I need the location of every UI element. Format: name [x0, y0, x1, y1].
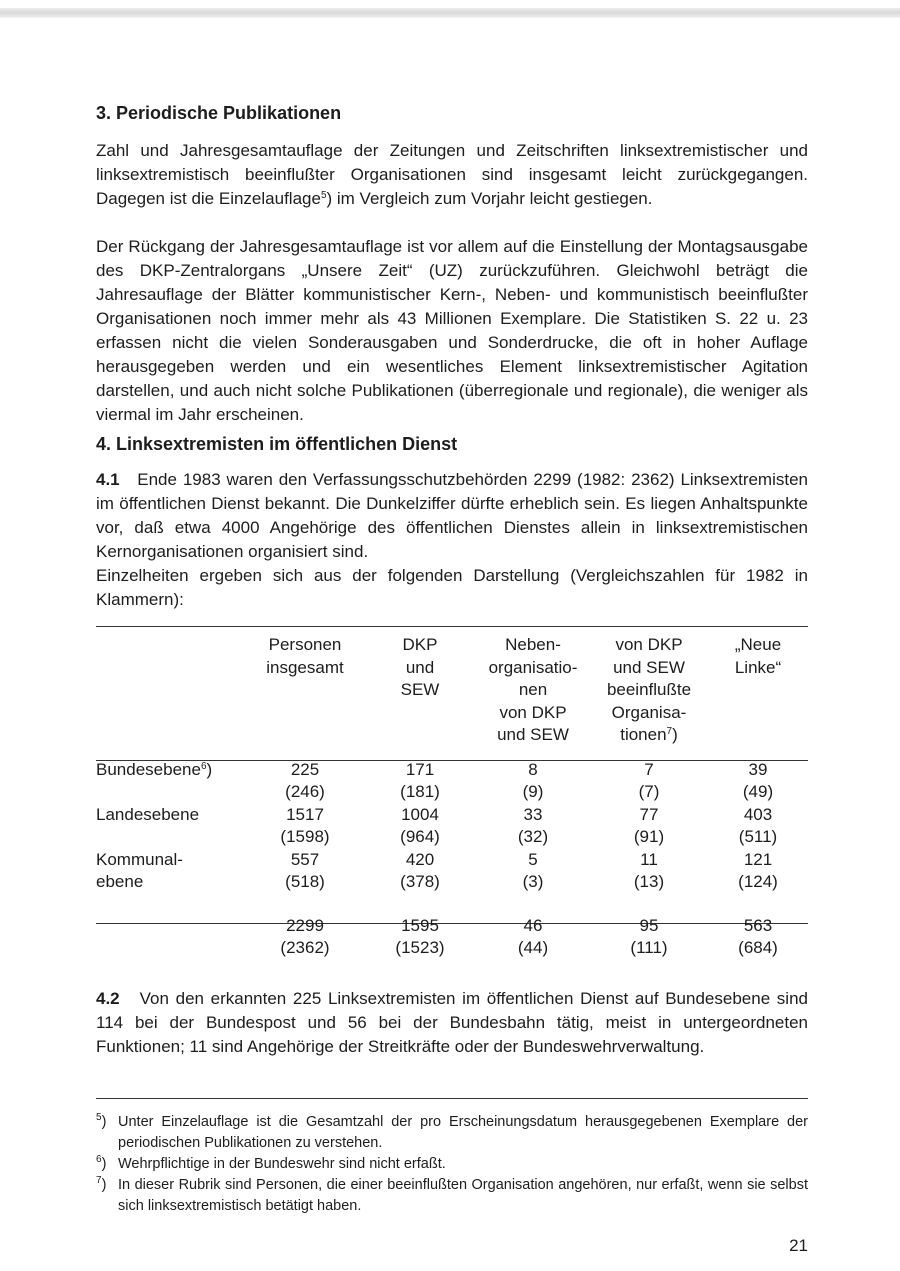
- footnote-7: [96, 1175, 808, 1217]
- table-cell-total-prev: (2362): [280, 938, 330, 957]
- section-3-heading: 3. Periodische Publikationen: [96, 103, 342, 123]
- table-cell: 557: [290, 849, 320, 869]
- totals-label-empty: [96, 937, 246, 960]
- table-cell-prev: (91): [633, 827, 665, 846]
- footnote-text: Wehrpflichtige in der Bundeswehr sind nicht erfaßt.: [118, 1156, 446, 1172]
- table-header-row: [96, 634, 808, 747]
- header-line: beeinflußte: [606, 680, 692, 699]
- footnote-6: [96, 1154, 808, 1175]
- footnote-mark-number: 5: [96, 1112, 102, 1123]
- footnote-mark: $^5$): [96, 1112, 107, 1130]
- paragraph-4-1-number: 4.1: [96, 470, 120, 489]
- table-cell-total-prev: (111): [630, 938, 668, 957]
- header-line: Personen: [268, 635, 342, 654]
- row-label-2: [96, 781, 246, 804]
- statistics-table: [96, 634, 808, 960]
- table-cell-prev: (49): [742, 782, 774, 801]
- table-cell-prev: (511): [738, 827, 778, 846]
- header-line: und SEW: [613, 657, 685, 677]
- row-label: Kommunal-: [96, 849, 183, 869]
- para1-text-b: ) im Vergleich zum Vorjahr leicht gestiegen.: [326, 189, 653, 208]
- header-line: DKP: [402, 635, 438, 654]
- footnote-mark: $^7$): [96, 1175, 107, 1193]
- table-cell: 39: [748, 759, 768, 779]
- header-line: Linke“: [734, 657, 782, 677]
- table-row-bundesebene: [96, 759, 808, 782]
- table-intro-paragraph: Einzelheiten ergeben sich aus der folgenden Darstellung (Vergleichszahlen für 1982 in Klammern):: [96, 566, 808, 609]
- footnote-5: [96, 1112, 808, 1154]
- table-cell-prev: (3): [522, 872, 544, 891]
- paragraph-4-2: [96, 987, 808, 1059]
- table-row-kommunalebene: [96, 849, 808, 872]
- footnote-mark: $^6$): [96, 1154, 107, 1172]
- paragraph-4-2-text: Von den erkannten 225 Linksextremisten im öffentlichen Dienst auf Bundesebene sind 114 bei der Bundespost und 56 bei der Bundesbahn tätig, meist in untergeordneten Funktionen; 11 sind Angehörige der Streitkräfte oder der Bundeswehrverwaltung.: [96, 989, 808, 1056]
- table-cell: 11: [640, 849, 658, 869]
- table-cell-prev: (32): [517, 827, 549, 846]
- table-cell-total: 46: [523, 915, 543, 935]
- table-cell-prev: (124): [738, 872, 778, 891]
- header-line: und SEW: [497, 725, 569, 744]
- header-line: Neben-: [505, 635, 561, 654]
- table-cell-prev: (7): [638, 782, 660, 801]
- table-row-totals: [96, 915, 808, 938]
- table-cell: 171: [405, 759, 435, 779]
- table-cell: 420: [405, 849, 435, 869]
- paragraph-4-2-number: 4.2: [96, 989, 120, 1008]
- table-cell: 77: [639, 804, 659, 824]
- table-cell-prev: (378): [400, 872, 440, 891]
- footnote-ref-6: 6: [200, 760, 207, 772]
- table-cell: 225: [290, 759, 320, 779]
- row-label-2: [96, 826, 246, 849]
- table-cell-prev: (246): [285, 782, 325, 801]
- table-row-kommunalebene-prev: [96, 871, 808, 894]
- header-line-text: tionen: [620, 725, 667, 744]
- footnote-mark-number: 7: [96, 1175, 102, 1186]
- table-cell: 5: [528, 849, 538, 869]
- header-line: insgesamt: [266, 657, 344, 677]
- table-cell-total: 563: [743, 915, 773, 935]
- footnote-rule: [96, 1098, 808, 1099]
- table-row-totals-prev: [96, 937, 808, 960]
- table-cell-prev: (518): [285, 872, 325, 891]
- table-cell-prev: (181): [400, 782, 440, 801]
- footnotes: [96, 1112, 808, 1217]
- header-line-close: ): [672, 725, 678, 744]
- header-line: „Neue: [734, 635, 782, 654]
- header-line: organisatio-: [488, 657, 578, 677]
- footnote-mark-number: 6: [96, 1154, 102, 1165]
- section-4-heading: 4. Linksextremisten im öffentlichen Dienst: [96, 434, 458, 454]
- table-cell-total: 95: [639, 915, 659, 935]
- table-row-landesebene: [96, 804, 808, 827]
- header-nebenorganisationen: [476, 634, 590, 747]
- table-cell-total-prev: (1523): [395, 938, 445, 957]
- header-empty-cell: [96, 634, 246, 747]
- section-3-paragraph-2: Der Rückgang der Jahresgesamtauflage ist vor allem auf die Einstellung der Montagsausgabe des DKP-Zentralorgans „Unsere Zeit“ (UZ) zurückzuführen. Gleichwohl beträgt die Jahresauflage der Blätter kommunistischer Kern-, Neben- und kommunistisch beeinflußter Organisationen noch immer mehr als 43 Millionen Exemplare. Die Statistiken S. 22 u. 23 erfassen nicht die vielen Sonderausgaben und Sonderdrucke, die oft in hoher Auflage herausgegeben werden und ein wesentliches Element linksextremistischer Agitation darstellen, und auch nicht solche Publikationen (überregionale und regionale), die weniger als viermal im Jahr erscheinen.: [96, 237, 808, 424]
- header-line: von DKP: [499, 702, 567, 722]
- table-cell: 33: [523, 804, 543, 824]
- header-line: nen: [518, 680, 548, 699]
- footnote-text: Unter Einzelauflage ist die Gesamtzahl der pro Erscheinungsdatum herausgegebenen Exemplare der periodischen Publikationen zu verstehen.: [118, 1114, 808, 1151]
- table-cell-total-prev: (44): [517, 938, 549, 957]
- header-neue-linke: [708, 634, 808, 747]
- row-label-2: ebene: [96, 872, 144, 891]
- table-cell: 1517: [286, 804, 324, 824]
- header-line: [590, 724, 708, 747]
- row-label: [96, 759, 246, 782]
- header-line: Organisa-: [611, 702, 687, 722]
- header-line: von DKP: [615, 635, 683, 654]
- table-cell: 1004: [401, 804, 439, 824]
- table-cell: 403: [743, 804, 773, 824]
- section-3-paragraph-1: [96, 139, 808, 211]
- row-label: Landesebene: [96, 804, 200, 824]
- footnote-ref-7: 7: [666, 726, 673, 737]
- table-cell-prev: (964): [400, 827, 440, 846]
- table-cell-prev: (13): [633, 872, 665, 891]
- para1-text-a: Zahl und Jahresgesamtauflage der Zeitungen und Zeitschriften linksextremistischer und linksextremistisch beeinflußter Organisationen sind insgesamt leicht zurückgegangen. Dagegen ist die Einzelauflage: [96, 141, 808, 208]
- header-personen-insgesamt: [246, 634, 364, 747]
- table-cell-total: 1595: [401, 915, 439, 935]
- table-cell: 121: [743, 849, 773, 869]
- table-cell-total-prev: (684): [738, 938, 778, 957]
- table-cell-prev: (9): [522, 782, 544, 801]
- paragraph-4-1: [96, 468, 808, 564]
- footnote-text: In dieser Rubrik sind Personen, die einer beeinflußten Organisation angehören, nur erfaßt, wenn sie selbst sich linksextremistisch betätigt haben.: [118, 1177, 808, 1214]
- footnote-ref-5: 5: [320, 190, 327, 201]
- table-row-landesebene-prev: [96, 826, 808, 849]
- header-line: und: [405, 657, 435, 677]
- header-beeinflusste-organisationen: [590, 634, 708, 747]
- table-cell-prev: (1598): [280, 827, 330, 846]
- table-cell-total: 2299: [286, 915, 324, 935]
- table-top-rule: [96, 626, 808, 627]
- header-dkp-sew: [364, 634, 476, 747]
- scan-top-band: [0, 8, 900, 18]
- header-line: SEW: [400, 680, 440, 699]
- page-number: 21: [789, 1236, 808, 1255]
- row-label-close: ): [206, 759, 213, 779]
- table-cell: 8: [528, 759, 538, 779]
- table-cell: 7: [644, 759, 654, 779]
- table-row-bundesebene-prev: [96, 781, 808, 804]
- totals-label-empty: [96, 915, 246, 938]
- paragraph-4-1-text: Ende 1983 waren den Verfassungsschutzbehörden 2299 (1982: 2362) Linksextremisten im öffentlichen Dienst bekannt. Die Dunkelziffer dürfte erheblich sein. Es liegen Anhaltspunkte vor, daß etwa 4000 Angehörige des öffentlichen Dienstes allein in linksextremistischen Kernorganisationen organisiert sind.: [96, 470, 809, 561]
- row-label-text: Bundesebene: [96, 759, 201, 779]
